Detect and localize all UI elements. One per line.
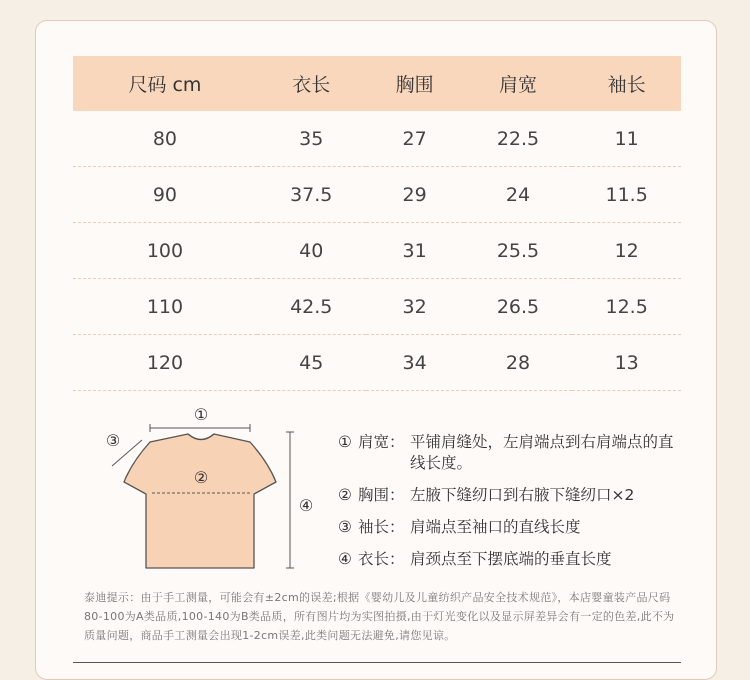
cell: 13 — [572, 335, 681, 391]
cell: 40 — [257, 223, 366, 279]
note-key: 袖长： — [358, 518, 405, 536]
cell: 12 — [572, 223, 681, 279]
cell: 11.5 — [572, 167, 681, 223]
header-chest: 胸围 — [366, 56, 464, 111]
mark-1: ① — [193, 405, 209, 424]
cell: 110 — [73, 279, 257, 335]
note-sleeve — [338, 517, 678, 538]
table-row — [73, 167, 681, 223]
cell: 28 — [464, 335, 573, 391]
cell: 24 — [464, 167, 573, 223]
note-chest — [338, 485, 678, 506]
note-number: ④ — [338, 550, 352, 568]
note-number: ① — [338, 433, 352, 451]
cell: 32 — [366, 279, 464, 335]
header-sleeve: 袖长 — [572, 56, 681, 111]
cell: 120 — [73, 335, 257, 391]
note-number: ③ — [338, 518, 352, 536]
cell: 45 — [257, 335, 366, 391]
cell: 90 — [73, 167, 257, 223]
cell: 29 — [366, 167, 464, 223]
note-number: ② — [338, 486, 352, 504]
cell: 37.5 — [257, 167, 366, 223]
tshirt-shape — [124, 434, 276, 568]
cell: 31 — [366, 223, 464, 279]
cell: 11 — [572, 111, 681, 167]
note-key: 衣长： — [358, 550, 405, 568]
cell: 34 — [366, 335, 464, 391]
note-key: 胸围： — [358, 486, 405, 504]
note-value: 左腋下缝纫口到右腋下缝纫口×2 — [410, 486, 635, 504]
cell: 12.5 — [572, 279, 681, 335]
table-row — [73, 335, 681, 391]
note-key: 肩宽： — [358, 433, 405, 451]
cell: 22.5 — [464, 111, 573, 167]
cell: 42.5 — [257, 279, 366, 335]
size-table — [73, 56, 681, 391]
note-shoulder — [338, 432, 678, 474]
header-length: 衣长 — [257, 56, 366, 111]
table-row — [73, 223, 681, 279]
note-value: 肩端点至袖口的直线长度 — [410, 518, 581, 536]
table-row — [73, 111, 681, 167]
note-value: 平铺肩缝处，左肩端点到右肩端点的直线长度。 — [410, 433, 674, 472]
measurement-notes — [338, 432, 678, 581]
mark-3: ③ — [105, 431, 121, 450]
header-shoulder: 肩宽 — [464, 56, 573, 111]
tshirt-diagram — [100, 400, 330, 580]
mark-2: ② — [193, 468, 209, 487]
measurement-tip: 泰迪提示：由于手工测量，可能会有±2cm的误差;根据《婴幼儿及儿童纺织产品安全技术规范》，本店婴童装产品尺码80-100为A类品质,100-140为B类品质，所有图片均为实图拍摄,由于灯光变化以及显示屏差异会有一定的色差,此不为质量问题，商品手工测量会出现1-2cm误差,此类问题无法避免,请您见谅。 — [84, 591, 675, 642]
cell: 80 — [73, 111, 257, 167]
table-row — [73, 279, 681, 335]
cell: 35 — [257, 111, 366, 167]
note-value: 肩颈点至下摆底端的垂直长度 — [410, 550, 612, 568]
cell: 27 — [366, 111, 464, 167]
cell: 100 — [73, 223, 257, 279]
table-header-row — [73, 56, 681, 111]
cell: 25.5 — [464, 223, 573, 279]
header-size: 尺码 cm — [73, 56, 257, 111]
cell: 26.5 — [464, 279, 573, 335]
note-length — [338, 549, 678, 570]
mark-4: ④ — [298, 496, 314, 515]
bottom-divider — [73, 662, 681, 663]
